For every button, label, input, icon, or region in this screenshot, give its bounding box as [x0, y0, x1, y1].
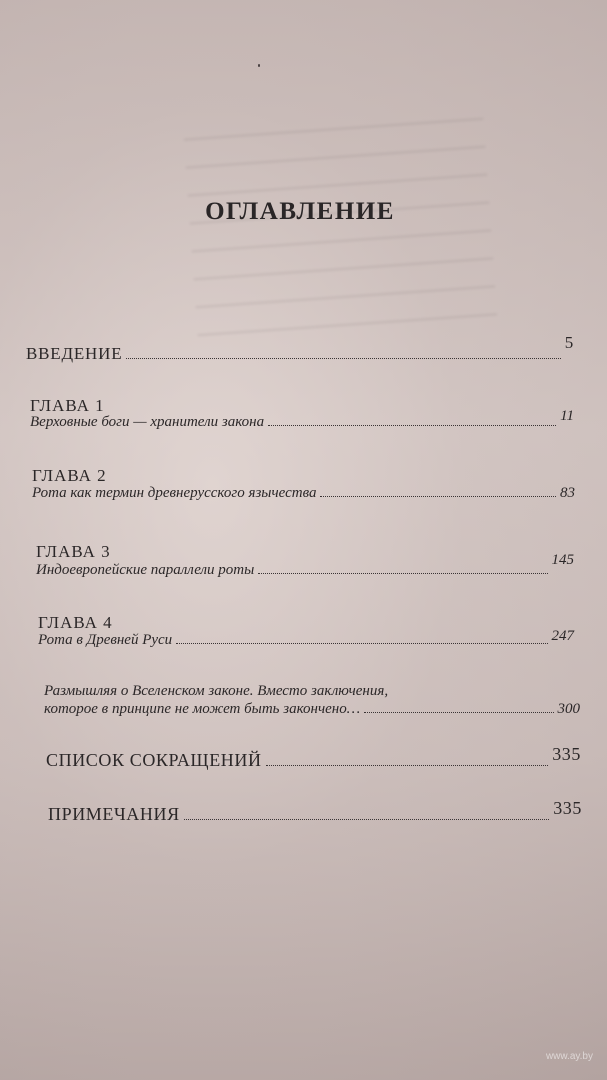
- toc-entry-label: ПРИМЕЧАНИЯ: [48, 804, 180, 824]
- toc-entry-intro: [26, 333, 574, 364]
- toc-entry-chapter-3: [36, 552, 574, 579]
- toc-conclusion-line-1: Размышляя о Вселенском законе. Вместо заключения,: [44, 683, 389, 699]
- toc-entry-label: Рота в Древней Руси: [38, 632, 173, 648]
- toc-entry-label: Индоевропейские параллели роты: [36, 562, 255, 578]
- toc-entry-label: Рота как термин древнерусского язычества: [32, 485, 317, 501]
- chapter-heading: ГЛАВА 2: [32, 466, 107, 485]
- dot-leader: [176, 643, 547, 644]
- chapter-heading: ГЛАВА 1: [30, 396, 105, 415]
- page-title: ОГЛАВЛЕНИЕ: [205, 198, 395, 225]
- dot-leader: [364, 712, 553, 713]
- toc-page-number: 145: [551, 552, 574, 568]
- dot-leader: [266, 765, 549, 766]
- chapter-heading: ГЛАВА 4: [38, 613, 113, 632]
- toc-entry-chapter-2: [32, 485, 575, 502]
- dot-leader: [268, 425, 556, 426]
- watermark: www.ay.by: [545, 1051, 593, 1062]
- chapter-heading: ГЛАВА 3: [36, 542, 111, 561]
- toc-page-number: 5: [564, 333, 574, 352]
- toc-entry-label: СПИСОК СОКРАЩЕНИЙ: [46, 750, 262, 770]
- toc-page-number: 335: [553, 798, 582, 818]
- toc-page-number: 335: [552, 744, 581, 764]
- toc-page-number: 247: [551, 628, 574, 644]
- toc-entry-chapter-4: [38, 628, 574, 649]
- toc-entry-label: ВВЕДЕНИЕ: [26, 344, 123, 363]
- dot-leader: [258, 573, 547, 574]
- toc-page-number: 300: [557, 701, 580, 717]
- toc-entry-label: Верховные боги — хранители закона: [30, 414, 265, 430]
- toc-entry-abbreviations: [46, 744, 581, 771]
- toc-page-number: 83: [560, 485, 575, 501]
- toc-entry-chapter-1: [30, 408, 574, 431]
- dot-leader: [126, 358, 560, 359]
- dot-leader: [320, 496, 556, 497]
- toc-page-number: 11: [560, 408, 574, 424]
- toc-entry-notes: [48, 798, 582, 825]
- toc-entry-conclusion: [44, 701, 580, 718]
- dot-leader: [184, 819, 549, 820]
- toc-entry-label: которое в принципе не может быть закончено…: [44, 701, 361, 717]
